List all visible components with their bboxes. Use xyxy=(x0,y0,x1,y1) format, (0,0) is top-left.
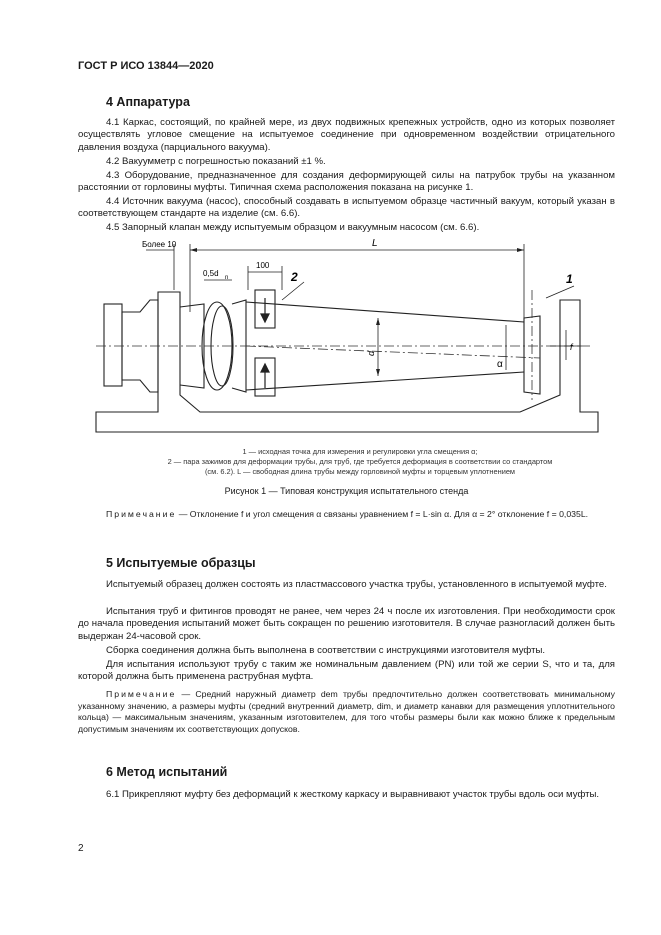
label-dn: d xyxy=(366,350,376,356)
label-1: 1 xyxy=(566,272,573,286)
label-alpha: α xyxy=(497,359,503,370)
paragraph-4-4: 4.4 Источник вакуума (насос), способный создавать в испытуемом образце частичный вакуум, который указан в соответствующем стандарте на изделие (см. 6.6). xyxy=(78,196,615,220)
figure-legend-1: 1 — исходная точка для измерения и регулировки угла смещения α; xyxy=(242,447,478,456)
note-1 xyxy=(78,509,615,521)
paragraph-5-1: Испытуемый образец должен состоять из пластмассового участка трубы, установленного в испытуемой муфте. xyxy=(106,579,607,590)
page-number: 2 xyxy=(78,843,84,854)
label-L: L xyxy=(372,238,378,249)
section-6-title: 6 Метод испытаний xyxy=(106,765,228,779)
figure-title: Рисунок 1 — Типовая конструкция испытательного стенда xyxy=(224,486,469,496)
paragraph-5-2: Испытания труб и фитингов проводят не ранее, чем через 24 ч после их изготовления. При необходимости срок до начала проведения испытаний может быть сокращен по решению изготовителя. В случае разногласий должен быть выдержан 24-часовой срок. xyxy=(78,606,615,642)
note-2-text: — Средний наружный диаметр dem трубы предпочтительно должен соответствовать минимальному указанному значению, а размеры муфты (средний внутренний диаметр, dim, и диаметр канавки для размещения уплотнительного кольца) — максимальным значениям, указанным изготовителем, для того чтобы размеры были как можно ближе к предельным допустимым значениям их соответствующих допусков. xyxy=(78,689,615,734)
note-1-text: — Отклонение f и угол смещения α связаны уравнением f = L·sin α. Для α = 2° отклонение f = 0,035L. xyxy=(176,509,589,519)
section-4-title: 4 Аппаратура xyxy=(106,95,190,109)
paragraph-5-3: Сборка соединения должна быть выполнена в соответствии с инструкциями изготовителя муфты. xyxy=(106,645,546,656)
paragraph-4-3: 4.3 Оборудование, предназначенное для создания деформирующей силы на патрубок трубы на указанном расстоянии от горловины муфты. Типичная схема расположения показана на рисунке 1. xyxy=(78,170,615,194)
frame-base xyxy=(96,292,598,432)
note-1-label: Примечание xyxy=(106,509,177,519)
section-5-title: 5 Испытуемые образцы xyxy=(106,556,256,570)
pipe-bottom-edge xyxy=(246,372,524,390)
figure-legend-3: (см. 6.2). L — свободная длина трубы между горловиной муфты и торцевым уплотнением xyxy=(204,467,516,476)
paragraph-4-5: 4.5 Запорный клапан между испытуемым образцом и вакуумным насосом (см. 6.6). xyxy=(106,222,480,233)
page-header: ГОСТ Р ИСО 13844—2020 xyxy=(78,60,214,72)
test-rig-figure xyxy=(0,236,661,446)
note-2 xyxy=(78,689,615,735)
label-05dn-sub: n xyxy=(225,275,229,281)
label-bolee10: Более 10 xyxy=(142,240,177,249)
pipe-top-edge xyxy=(246,302,524,322)
left-end-cap xyxy=(104,304,122,386)
label-2: 2 xyxy=(291,270,298,284)
label-100: 100 xyxy=(256,261,270,270)
figure-legend-2: 2 — пара зажимов для деформации трубы, для труб, где требуется деформация в соответствии со стандартом xyxy=(167,457,553,466)
paragraph-6-1: 6.1 Прикрепляют муфту без деформаций к жесткому каркасу и выравнивают участок трубы вдоль оси муфты. xyxy=(106,789,600,800)
label-05dn: 0,5d xyxy=(203,269,219,278)
note-2-label: Примечание xyxy=(106,689,177,699)
label-f: f xyxy=(570,342,573,352)
paragraph-4-2: 4.2 Вакуумметр с погрешностью показаний ±1 %. xyxy=(106,156,326,167)
paragraph-5-4: Для испытания используют трубу с таким же номинальным давлением (PN) или той же серии S, что и та, для которой должна быть применена раструбная муфта. xyxy=(78,659,615,683)
paragraph-4-1: 4.1 Каркас, состоящий, по крайней мере, из двух подвижных крепежных устройств, одно из которых позволяет осуществлять угловое смещение на испытуемое соединение при одновременном воздействии отрицательного давления воздуха (парциального вакуума). xyxy=(78,117,615,153)
